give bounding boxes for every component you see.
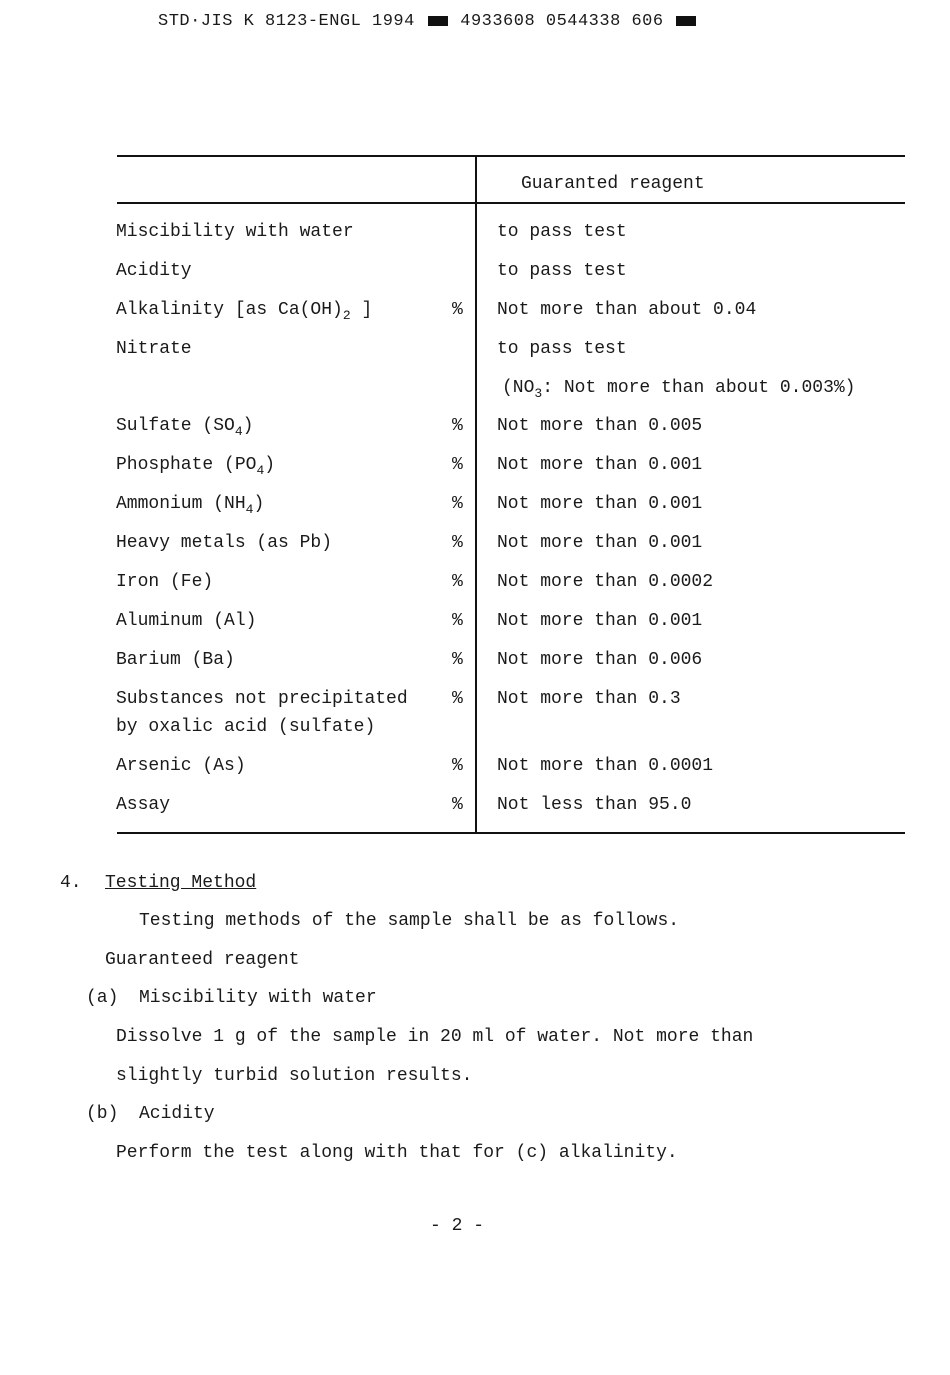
section-number: 4. [60, 873, 82, 893]
black-block-mark [676, 16, 696, 26]
item-text: slightly turbid solution results. [116, 1066, 473, 1086]
row-item-line2: by oxalic acid (sulfate) [116, 717, 376, 737]
row-value: Not more than 0.001 [497, 455, 703, 475]
row-value: Not more than 0.005 [497, 416, 703, 436]
row-item: Phosphate $(PO_4)$ [116, 455, 276, 478]
row-value: Not more than about 0.04 [497, 300, 757, 320]
item-label: (b) [86, 1104, 119, 1124]
row-value: Not more than 0.001 [497, 494, 703, 514]
row-item: Arsenic (As) [116, 756, 246, 776]
row-value: to pass test [497, 261, 627, 281]
row-value: Not more than 0.0002 [497, 572, 714, 592]
standard-id: STD·JIS K 8123-ENGL 1994 [158, 12, 415, 31]
row-value: to pass test [497, 222, 627, 242]
page-number: - 2 - [430, 1216, 485, 1236]
table-column-divider [475, 155, 477, 834]
percent-unit: % [452, 572, 463, 592]
document-header [158, 12, 698, 31]
row-value: Not more than 0.3 [497, 689, 681, 709]
row-item: Substances not precipitated [116, 689, 408, 709]
row-value: Not more than 0.006 [497, 650, 703, 670]
item-text: Dissolve 1 g of the sample in 20 ml of water. Not more than [116, 1027, 754, 1047]
table-header-rule [117, 202, 905, 204]
row-value: to pass test [497, 339, 627, 359]
item-title: Acidity [139, 1104, 215, 1124]
percent-unit: % [452, 416, 463, 436]
row-value: Not more than 0.001 [497, 533, 703, 553]
section-subtitle: Guaranteed reagent [105, 950, 300, 970]
percent-unit: % [452, 689, 463, 709]
row-item: Sulfate $(SO_4)$ [116, 416, 254, 439]
black-block-mark [428, 16, 448, 26]
percent-unit: % [452, 533, 463, 553]
percent-unit: % [452, 455, 463, 475]
percent-unit: % [452, 795, 463, 815]
percent-unit: % [452, 611, 463, 631]
barcode-numbers: 4933608 0544338 606 [460, 12, 664, 31]
table-bottom-rule [117, 832, 905, 834]
row-value: Not less than 95.0 [497, 795, 692, 815]
percent-unit: % [452, 756, 463, 776]
section-intro: Testing methods of the sample shall be as follows. [139, 911, 680, 931]
percent-unit: % [452, 494, 463, 514]
row-value: Not more than 0.001 [497, 611, 703, 631]
percent-unit: % [452, 300, 463, 320]
row-item: Aluminum (Al) [116, 611, 257, 631]
row-item: Iron (Fe) [116, 572, 214, 592]
row-item: Acidity [116, 261, 192, 281]
row-item: Heavy metals (as Pb) [116, 533, 333, 553]
percent-unit: % [452, 650, 463, 670]
column-header: Guaranted reagent [521, 174, 705, 194]
row-item: Miscibility with water [116, 222, 354, 242]
row-item: Alkalinity [as $Ca(OH)_2$ ] [116, 300, 373, 323]
row-item: Nitrate [116, 339, 192, 359]
item-text: Perform the test along with that for (c) alkalinity. [116, 1143, 678, 1163]
row-item: Assay [116, 795, 171, 815]
item-label: (a) [86, 988, 119, 1008]
row-value-note: ($NO_3$: Not more than about 0.003%) [502, 378, 856, 401]
table-top-rule [117, 155, 905, 157]
section-title: Testing Method [105, 873, 257, 893]
row-item: Barium (Ba) [116, 650, 235, 670]
row-value: Not more than 0.0001 [497, 756, 714, 776]
item-title: Miscibility with water [139, 988, 377, 1008]
row-item: Ammonium $(NH_4)$ [116, 494, 265, 517]
